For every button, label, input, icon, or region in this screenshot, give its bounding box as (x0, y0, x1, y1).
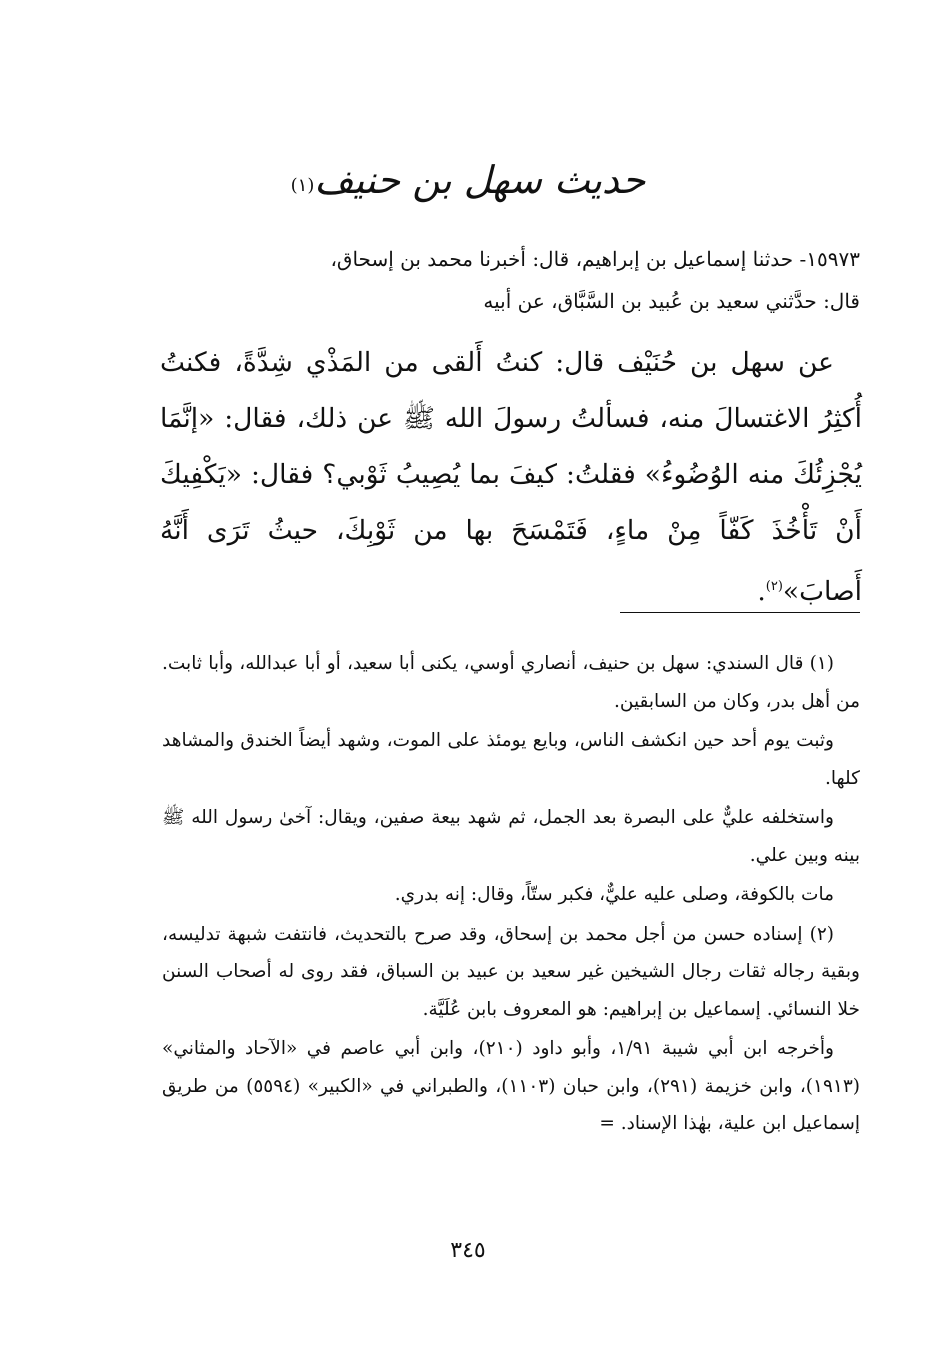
matn-paragraph (160, 335, 862, 620)
hadith-isnad (162, 238, 860, 322)
footnote-paragraph: وأخرجه ابن أبي شيبة ١/٩١، وأبو داود (٢١٠)، وابن أبي عاصم في «الآحاد والمثاني» (١٩١٣)، وابن خزيمة (٢٩١)، وابن حبان (١١٠٣)، والطبراني في «الكبير» (٥٥٩٤) من طريق إسماعيل ابن علية، بهٰذا الإسناد. = (162, 1038, 860, 1134)
heading-footnote-marker: (١) (290, 175, 315, 196)
footnote-paragraph: مات بالكوفة، وصلى عليه عليٌّ، فكبر ستّاً، وقال: إنه بدري. (394, 884, 834, 905)
chapter-heading (0, 150, 936, 210)
page-number: ٣٤٥ (450, 1238, 486, 1263)
heading-title: حديث سهل بن حنيف (314, 158, 646, 202)
footnote-separator (620, 612, 860, 613)
isnad-line-2: قال: حدَّثني سعيد بن عُبيد بن السَّبَّاق، عن أبيه (483, 289, 860, 313)
footnote-paragraph: واستخلفه عليٌّ على البصرة بعد الجمل، ثم شهد بيعة صفين، ويقال: آخىٰ رسول الله ﷺ بينه وبين علي. (162, 807, 860, 866)
matn-end-mark: . (757, 575, 766, 607)
hadith-matn (160, 335, 862, 620)
matn-text: عن سهل بن حُنَيْف قال: كنتُ أَلقى من المَذْي شِدَّةً، فكنتُ أُكثِرُ الاغتسالَ منه، فسألتُ رسولَ الله ﷺ عن ذلك، فقال: «إنَّمَا يُجْزِئُكَ منه الوُضُوءُ» فقلتُ: كيفَ بما يُصِيبُ ثَوْبي؟ فقال: «يَكْفِيكَ أَنْ تَأْخُذَ كَفّاً مِنْ ماءٍ، فَتَمْسَحَ بها من ثَوْبِكَ، حيثُ تَرَى أَنَّهُ أَصابَ» (160, 347, 862, 607)
footnote-paragraph: وثبت يوم أحد حين انكشف الناس، وبايع يومئذ على الموت، وشهد أيضاً الخندق والمشاهد كلها. (162, 730, 860, 789)
footnote-paragraph: (٢) إسناده حسن من أجل محمد بن إسحاق، وقد صرح بالتحديث، فانتفت شبهة تدليسه، وبقية رجاله ثقات رجال الشيخين غير سعيد بن عبيد بن السباق، فقد روى له أصحاب السنن خلا النسائي. إسماعيل بن إبراهيم: هو المعروف بابن عُلَيَّة. (162, 923, 860, 1020)
isnad-line-1: ١٥٩٧٣- حدثنا إسماعيل بن إبراهيم، قال: أخبرنا محمد بن إسحاق، (330, 247, 860, 271)
footnotes (162, 645, 860, 1145)
footnote-paragraph: (١) قال السندي: سهل بن حنيف، أنصاري أوسي، يكنى أبا سعيد، أو أبا عبدالله، وأبا ثابت. من أهل بدر، وكان من السابقين. (162, 653, 860, 712)
matn-footnote-marker: (٢) (765, 579, 783, 594)
